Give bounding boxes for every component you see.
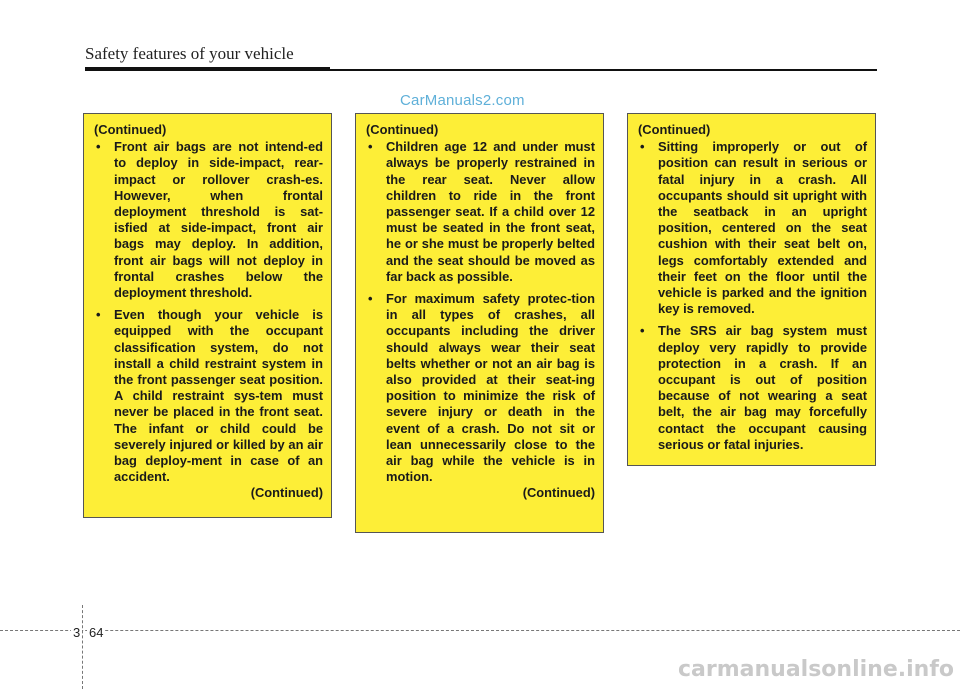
section-number: 3 (73, 625, 81, 640)
bullet-text: Even though your vehicle is equipped with the occupant classification system, do not install a child restraint system in the front passenger seat position. A child restraint sys-tem must never be placed in the front seat. The infant or child could be severely injured or killed by an air bag deploy-ment in case of an accident. (114, 307, 323, 485)
bullet-dot-icon: • (96, 307, 101, 323)
bullet-dot-icon: • (640, 323, 645, 339)
warning-box-2 (355, 113, 604, 533)
bullet-text: For maximum safety protec-tion in all types of crashes, all occupants including the driver should always wear their seat belts whether or not an air bag is also provided at their seat-ing position to minimize the risk of severe injury or death in the event of a crash. Do not sit or lean unnecessarily close to the air bag while the vehicle is in motion. (386, 291, 595, 485)
page-title: Safety features of your vehicle (85, 44, 294, 63)
continued-heading: (Continued) (366, 122, 439, 137)
bullet-dot-icon: • (368, 291, 373, 307)
bullet-item (92, 307, 324, 485)
bullet-dot-icon: • (640, 139, 645, 155)
watermark-link[interactable]: CarManuals2.com (400, 92, 525, 109)
header-rule-thin (330, 69, 877, 71)
continued-heading: (Continued) (94, 122, 167, 137)
continued-heading: (Continued) (638, 122, 711, 137)
bullet-item (636, 323, 868, 453)
page-number: 64 (89, 625, 104, 640)
bullet-dot-icon: • (368, 139, 373, 155)
continued-footer: (Continued) (250, 485, 323, 501)
footer-rule (0, 630, 960, 631)
bullet-text: Sitting improperly or out of position can result in serious or fatal injury in a crash. All occupants should sit upright with the seatback in an upright position, centered on the seat cushion with their seat belt on, legs comfortably extended and their feet on the floor until the vehicle is parked and the ignition key is removed. (658, 139, 867, 317)
bullet-item (364, 291, 596, 485)
bullet-dot-icon: • (96, 139, 101, 155)
bullet-text: Children age 12 and under must always be properly restrained in the rear seat. Never allow children to ride in the front passenger seat. If a child over 12 must be seated in the front seat, he or she must be properly belted and the seat should be moved as far back as possible. (386, 139, 595, 284)
header-rule-thick (85, 67, 330, 71)
bullet-item (92, 139, 324, 301)
warning-box-3 (627, 113, 876, 466)
warning-box-1 (83, 113, 332, 518)
bullet-text: The SRS air bag system must deploy very rapidly to provide protection in a crash. If an occupant is out of position because of not wearing a seat belt, the air bag may forcefully contact the occupant causing serious or fatal injuries. (658, 323, 867, 452)
bullet-item (364, 139, 596, 285)
continued-footer: (Continued) (522, 485, 595, 501)
footer-divider (82, 605, 83, 689)
footer-watermark[interactable]: carmanualsonline.info (678, 657, 954, 682)
bullet-text: Front air bags are not intend-ed to deploy in side-impact, rear-impact or rollover crash-es. However, when frontal deployment threshold is sat-isfied at side-impact, front air bags may deploy. In addition, front air bags will not deploy in frontal crashes below the deployment threshold. (114, 139, 323, 301)
bullet-item (636, 139, 868, 317)
